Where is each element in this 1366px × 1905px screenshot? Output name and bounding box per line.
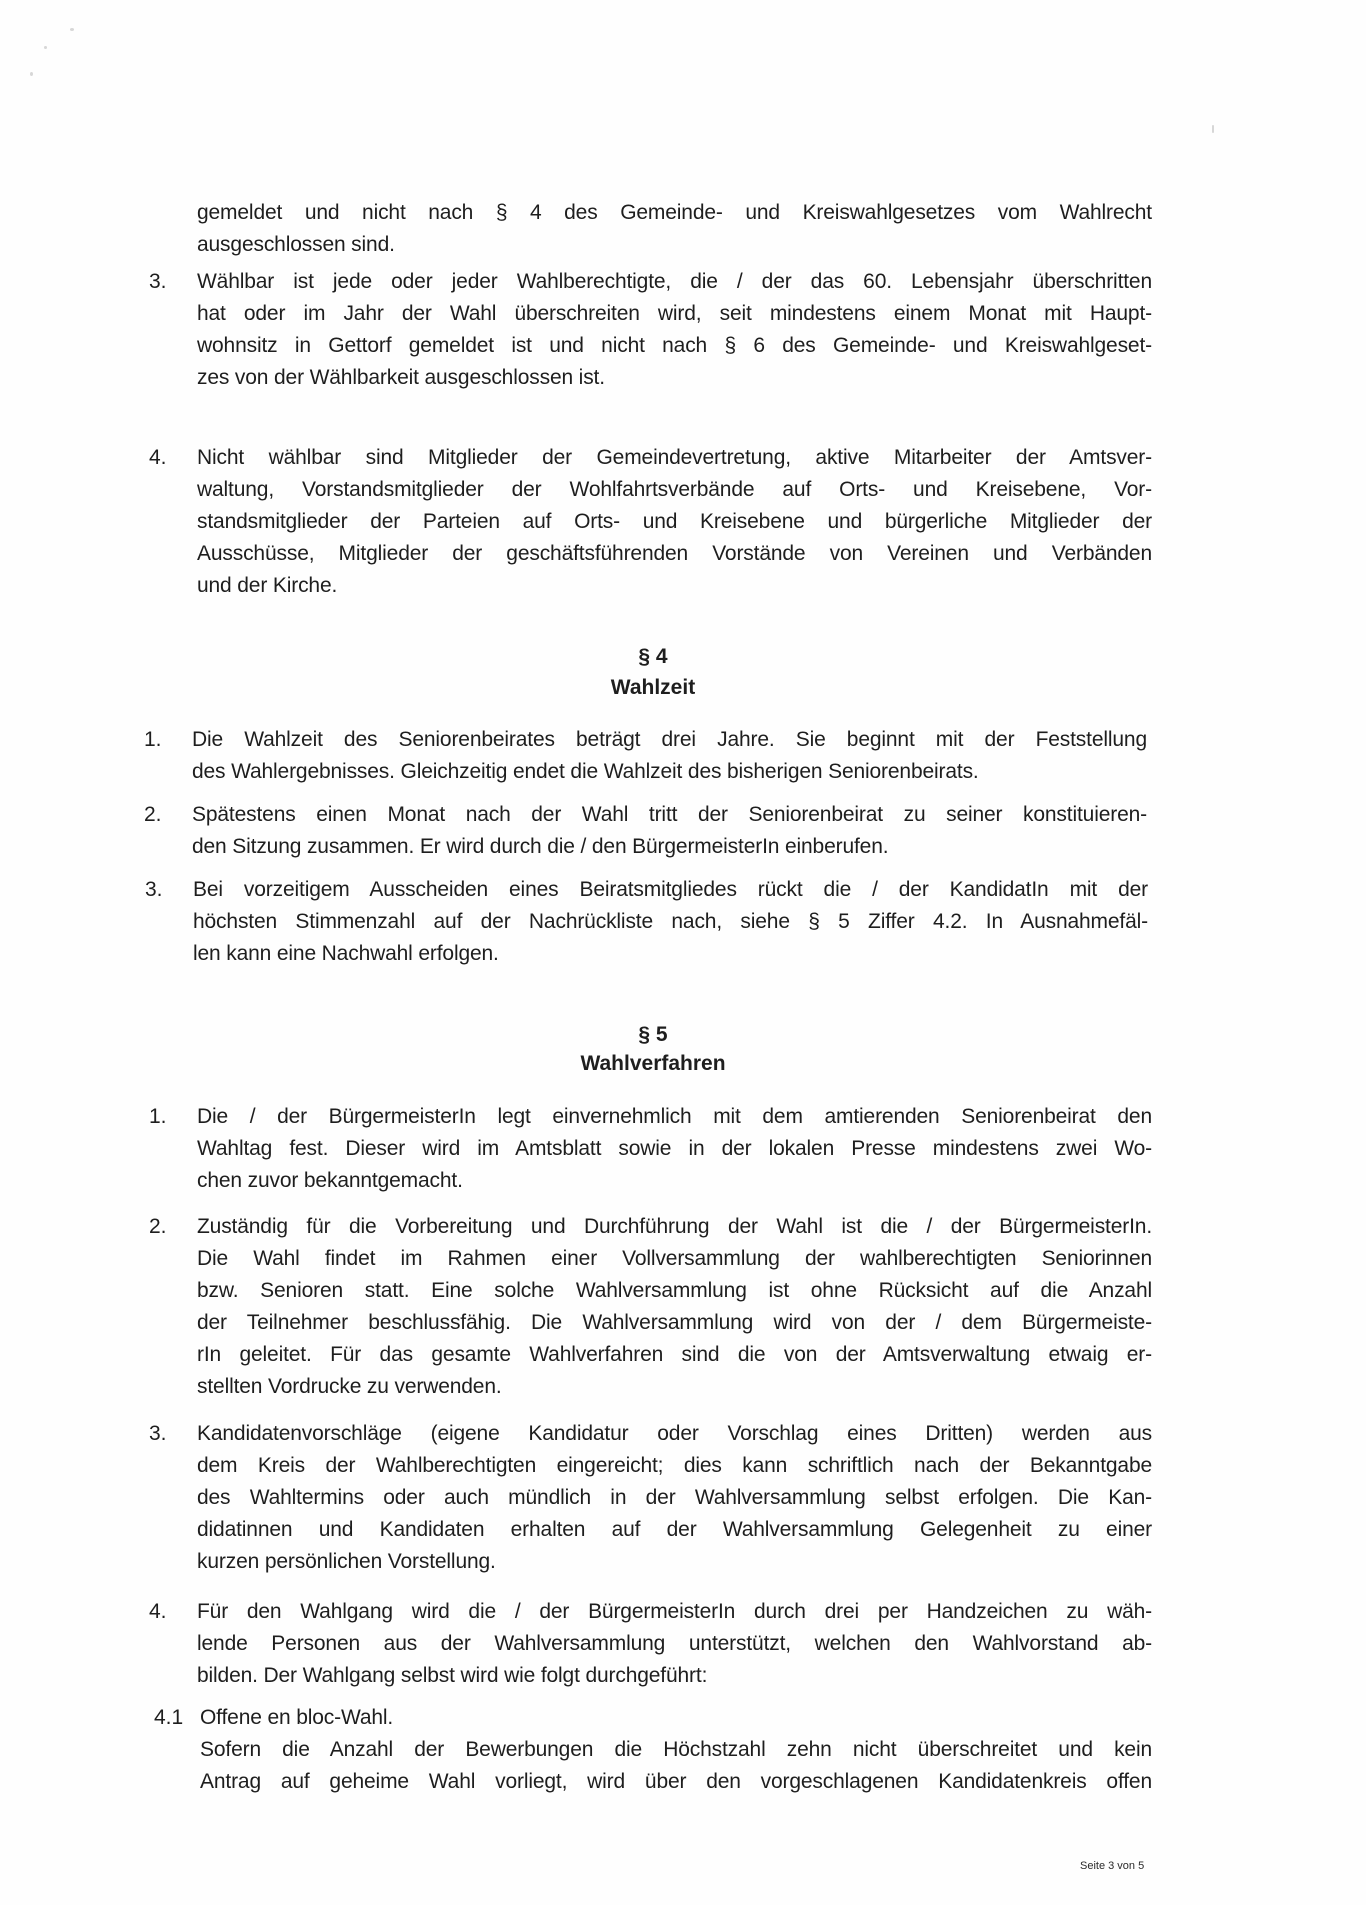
section-title: Wahlverfahren [580,1052,726,1075]
text-line: bilden. Der Wahlgang selbst wird wie folgt durchgeführt: [197,1664,708,1687]
text-line: Kandidatenvorschläge (eigene Kandidatur oder Vorschlag eines Dritten) werden aus [197,1422,1152,1445]
scan-artifact [1212,125,1214,133]
list-item [149,1418,1152,1578]
text-line: gemeldet und nicht nach § 4 des Gemeinde- und Kreiswahlgesetzes vom Wahlrecht [197,201,1152,224]
scan-artifact [70,28,74,31]
text-line: hat oder im Jahr der Wahl überschreiten wird, seit mindestens einem Monat mit Haupt- [197,302,1152,325]
text-line: Offene en bloc-Wahl. [200,1706,394,1729]
list-item [144,799,1147,863]
item-number: 3. [149,1422,167,1445]
text-line: kurzen persönlichen Vorstellung. [197,1550,496,1573]
section-number: § 5 [638,1023,668,1046]
text-line: chen zuvor bekanntgemacht. [197,1169,463,1192]
text-line: Antrag auf geheime Wahl vorliegt, wird über den vorgeschlagenen Kandidatenkreis offen [200,1770,1152,1793]
text-line: Spätestens einen Monat nach der Wahl tritt der Seniorenbeirat zu seiner konstituieren- [192,803,1147,826]
list-item [149,1101,1152,1197]
paragraph-continuation [197,197,1152,261]
text-line: und der Kirche. [197,574,338,597]
item-number: 4. [149,1600,167,1623]
list-item [145,874,1148,970]
text-line: Wahltag fest. Dieser wird im Amtsblatt sowie in der lokalen Presse mindestens zwei Wo- [197,1137,1152,1160]
text-line: höchsten Stimmenzahl auf der Nachrückliste nach, siehe § 5 Ziffer 4.2. In Ausnahmefäl- [193,910,1148,933]
section-number: § 4 [638,645,668,668]
item-number: 3. [145,878,163,901]
text-line: stellten Vordrucke zu verwenden. [197,1375,502,1398]
item-number: 2. [144,803,162,826]
text-line: rIn geleitet. Für das gesamte Wahlverfahren sind die von der Amtsverwaltung etwaig er- [197,1343,1152,1366]
text-line: des Wahlergebnisses. Gleichzeitig endet die Wahlzeit des bisherigen Seniorenbeirats. [192,760,979,783]
text-line: Nicht wählbar sind Mitglieder der Gemeindevertretung, aktive Mitarbeiter der Amtsver- [197,446,1152,469]
text-line: den Sitzung zusammen. Er wird durch die / den BürgermeisterIn einberufen. [192,835,889,858]
text-line: Die Wahlzeit des Seniorenbeirates beträgt drei Jahre. Sie beginnt mit der Feststellung [192,728,1147,751]
text-line: zes von der Wählbarkeit ausgeschlossen ist. [197,366,605,389]
list-item [149,442,1152,602]
list-item [144,724,1147,788]
text-line: Für den Wahlgang wird die / der BürgermeisterIn durch drei per Handzeichen zu wäh- [197,1600,1152,1623]
section-title: Wahlzeit [610,676,696,699]
text-line: der Teilnehmer beschlussfähig. Die Wahlversammlung wird von der / dem Bürgermeiste- [197,1311,1152,1334]
scan-artifact [30,72,33,76]
item-number: 1. [144,728,162,751]
text-line: Die Wahl findet im Rahmen einer Vollversammlung der wahlberechtigten Seniorinnen [197,1247,1152,1270]
page-number-footer: Seite 3 von 5 [1080,1860,1145,1872]
item-number: 4. [149,446,167,469]
list-item [154,1702,1152,1798]
item-number: 3. [149,270,167,293]
item-number: 2. [149,1215,167,1238]
text-line: Ausschüsse, Mitglieder der geschäftsführenden Vorstände von Vereinen und Verbänden [197,542,1152,565]
text-line: wohnsitz in Gettorf gemeldet ist und nicht nach § 6 des Gemeinde- und Kreiswahlgeset- [197,334,1152,357]
list-item [149,1596,1152,1692]
text-line: Bei vorzeitigem Ausscheiden eines Beiratsmitgliedes rückt die / der KandidatIn mit der [193,878,1148,901]
text-line: Die / der BürgermeisterIn legt einvernehmlich mit dem amtierenden Seniorenbeirat den [197,1105,1152,1128]
text-line: len kann eine Nachwahl erfolgen. [193,942,499,965]
text-line: standsmitglieder der Parteien auf Orts- und Kreisebene und bürgerliche Mitglieder der [197,510,1152,533]
text-line: Zuständig für die Vorbereitung und Durchführung der Wahl ist die / der BürgermeisterIn. [197,1215,1152,1238]
scan-artifact [44,46,47,49]
text-line: waltung, Vorstandsmitglieder der Wohlfahrtsverbände auf Orts- und Kreisebene, Vor- [197,478,1152,501]
item-number: 1. [149,1105,167,1128]
text-line: bzw. Senioren statt. Eine solche Wahlversammlung ist ohne Rücksicht auf die Anzahl [197,1279,1152,1302]
list-item [149,266,1152,394]
text-line: ausgeschlossen sind. [197,233,395,256]
list-item [149,1211,1152,1403]
text-line: Wählbar ist jede oder jeder Wahlberechtigte, die / der das 60. Lebensjahr überschritten [197,270,1152,293]
text-line: didatinnen und Kandidaten erhalten auf der Wahlversammlung Gelegenheit zu einer [197,1518,1152,1541]
item-number: 4.1 [154,1706,184,1729]
text-line: Sofern die Anzahl der Bewerbungen die Höchstzahl zehn nicht überschreitet und kein [200,1738,1152,1761]
text-line: lende Personen aus der Wahlversammlung unterstützt, welchen den Wahlvorstand ab- [197,1632,1152,1655]
text-line: dem Kreis der Wahlberechtigten eingereicht; dies kann schriftlich nach der Bekanntgabe [197,1454,1152,1477]
text-line: des Wahltermins oder auch mündlich in der Wahlversammlung selbst erfolgen. Die Kan- [197,1486,1152,1509]
